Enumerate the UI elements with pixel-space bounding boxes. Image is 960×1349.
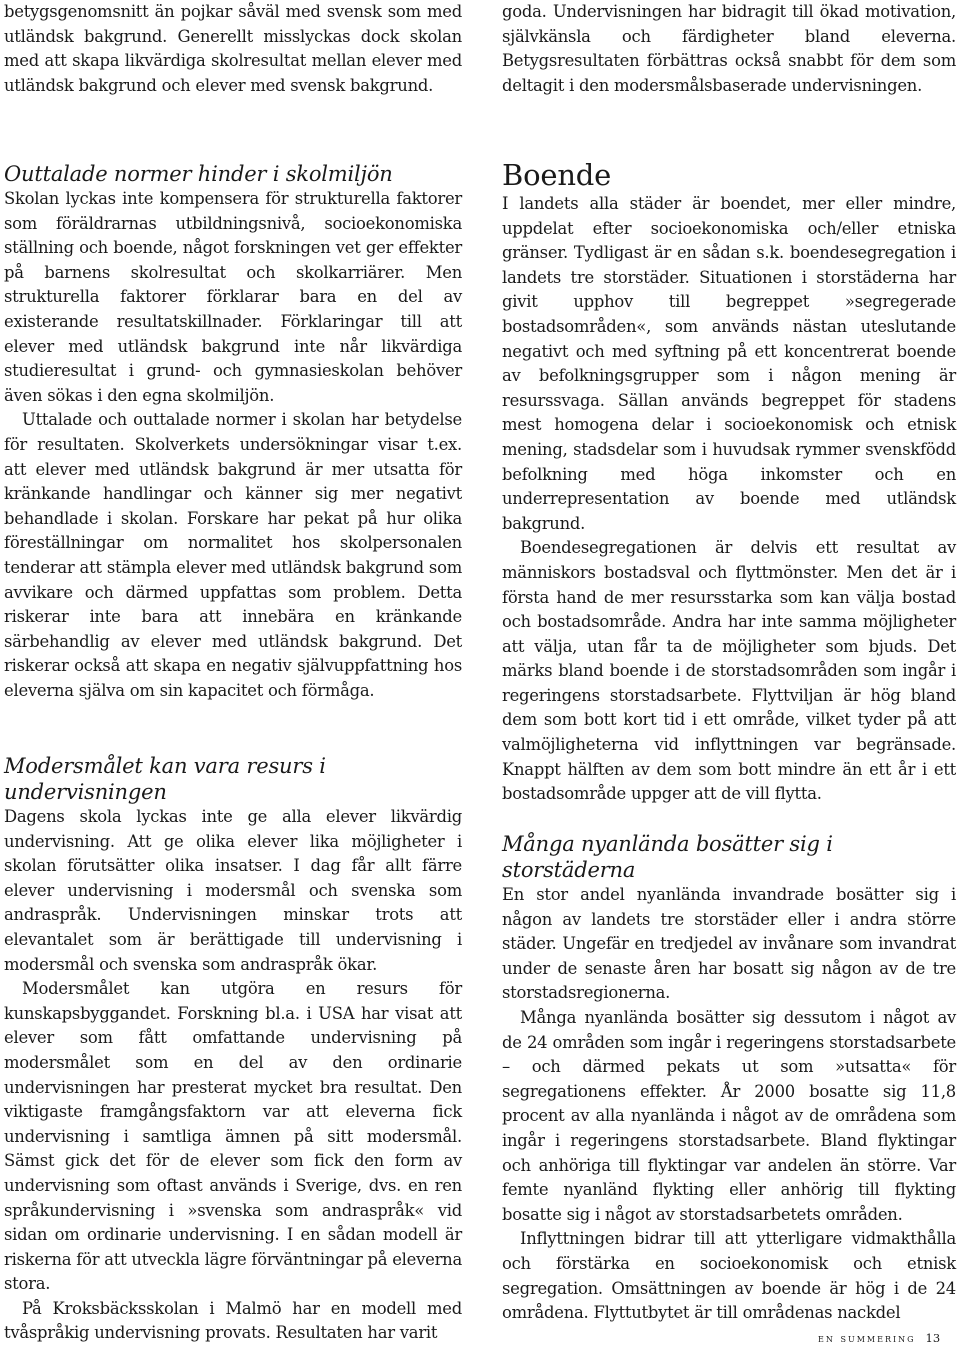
section-modersmalet (4, 753, 462, 1346)
section-nyanlanda-paragraph-1: En stor andel nyanlända invandrade bosätter sig i någon av landets tre storstäder eller i andra större städer. Ungefär en tredjedel av invånare som invandrat under de senaste åren har bosatt sig någon av de tre storstadsregionerna. (502, 885, 956, 1003)
section-modersmalet-paragraph-1: Dagens skola lyckas inte ge alla elever likvärdig undervisning. Att ge olika elever lika möjligheter i skolan förutsätter olika insatser. I dag får allt färre elever undervisning i modersmål och svenska som andraspråk. Undervisningen minskar trots att elevantalet som är berättigade till undervisning i modersmål och svenska som andraspråk ökar. (4, 807, 462, 974)
section-modersmalet-paragraph-2: Modersmålet kan utgöra en resurs för kunskapsbyggandet. Forskning bl.a. i USA har visat att elever som fått omfattande undervisning på modersmålet som en del av den ordinarie undervisningen har presterat mycket bra resultat. Den viktigaste framgångsfaktorn var att eleverna fick undervisning i samtliga ämnen på sitt modersmål. Sämst gick det för de elever som fick den form av undervisning som oftast används i Sverige, dvs. en ren språkundervisning i »svenska som andraspråk« vid sidan om ordinarie undervisning. I en sådan modell är riskerna för att utveckla lägre förväntningar på eleverna stora. (4, 979, 462, 1294)
left-intro-block (4, 0, 462, 98)
section-heading-manga-nyanlanda: Många nyanlända bosätter sig i storstäderna (502, 832, 833, 882)
page-footer (818, 1331, 940, 1345)
footer-label: en summering (818, 1331, 916, 1345)
section-nyanlanda-paragraph-3: Inflyttningen bidrar till att ytterligare vidmakthålla och förstärka en socioekonomisk och etnisk segregation. Omsättningen av boende är hög i de 24 områdena. Flyttutbytet är till områdenas nackdel (502, 1229, 956, 1323)
section-outtalade-paragraph-2: Uttalade och outtalade normer i skolan har betydelse för resultaten. Skolverkets undersökningar visar t.ex. att elever med utländsk bakgrund är mer utsatta för kränkande handlingar och känner sig mer negativt behandlade i skolan. Forskare har pekat på hur olika föreställningar om normalitet hos skolpersonalen tenderar att stämpla elever med utländsk bakgrund som avvikare och därmed uppfattas som problem. Detta riskerar inte bara att innebära en kränkande särbehandlig av elever med utländsk bakgrund. Det riskerar också att skapa en negativ självuppfattning hos eleverna själva om sin kapacitet och förmåga. (4, 410, 462, 700)
section-outtalade-paragraph-1: Skolan lyckas inte kompensera för strukturella faktorer som föräldrarnas utbildningsnivå, socioekonomiska ställning och boende, något forskningen vet ger effekter på barnens skolresultat och skolkarriärer. Men strukturella faktorer förklarar bara en del av existerande resultatskillnader. Förklaringar till att elever med utländsk bakgrund inte når likvärdiga studieresultat i grund- och gymnasieskolan behöver även sökas i den egna skolmiljön. (4, 189, 462, 405)
section-heading-modersmalet: Modersmålet kan vara resurs i undervisningen (4, 754, 326, 804)
section-manga-nyanlanda (502, 831, 956, 1326)
page-number: 13 (925, 1331, 941, 1345)
right-intro-paragraph: goda. Undervisningen har bidragit till ökad motivation, självkänsla och färdigheter bland eleverna. Betygsresultaten förbättras också snabbt för dem som deltagit i den modersmålsbaserade undervisningen. (502, 2, 956, 95)
left-intro-paragraph: betygsgenomsnitt än pojkar såväl med svensk som med utländsk bakgrund. Generellt misslyckas dock skolan med att skapa likvärdiga skolresultat mellan elever med utländsk bakgrund och elever med svensk bakgrund. (4, 2, 462, 95)
main-heading-boende: Boende (502, 158, 612, 192)
section-outtalade-normer (4, 161, 462, 703)
section-heading-outtalade-normer: Outtalade normer hinder i skolmiljön (4, 162, 393, 186)
section-modersmalet-paragraph-3: På Kroksbäcksskolan i Malmö har en modell med tvåspråkig undervisning provats. Resultaten har varit (4, 1298, 462, 1343)
right-intro-block (502, 0, 956, 98)
section-boende-paragraph-2: Boendesegregationen är delvis ett resultat av människors bostadsval och flyttmönster. Men det är i första hand de mer resursstarka som kan välja bostad och bostadsområde. Andra har inte samma möjligheter att välja, utan får ta de möjligheter som bjuds. Det märks bland boende i de storstadsområden som ingår i regeringens storstadsarbete. Flyttviljan är hög bland dem som bott kort tid i ett område, vilket tyder på att valmöjligheterna vid inflyttningen var begränsade. Knappt hälften av dem som bott mindre än ett år i ett bostadsområde uppger att de vill flytta. (502, 538, 956, 804)
section-boende-paragraph-1: I landets alla städer är boendet, mer eller mindre, uppdelat efter socioekonomiska och/eller etniska gränser. Tydligast är en sådan s.k. boendesegregation i landets tre storstäder. Situationen i storstäderna har givit upphov till begreppet »segregerade bostadsområden«, som används nästan uteslutande negativt och med syftning på ett koncentrerat boende av befolkningsgrupper som i någon mening är resurssvaga. Sällan används begreppet för stadens mest homogena delar i socioekonomisk och etnisk mening, stadsdelar som i huvudsak rymmer svenskfödd befolkning med höga inkomster och en underrepresentation av boende med utländsk bakgrund. (502, 194, 956, 533)
section-nyanlanda-paragraph-2: Många nyanlända bosätter sig dessutom i något av de 24 områden som ingår i regeringens storstadsarbete – och därmed pekats ut som »utsatta« för segregationens effekter. År 2000 bosatte sig 11,8 procent av alla nyanlända i något av de områdena som ingår i regeringens storstadsarbete. Bland flyktingar och anhöriga till flyktingar var andelen än större. Var femte nyanländ flykting eller anhörig till flykting bosatte sig i något av storstadsarbetets områden. (502, 1007, 956, 1224)
section-boende (502, 158, 956, 807)
